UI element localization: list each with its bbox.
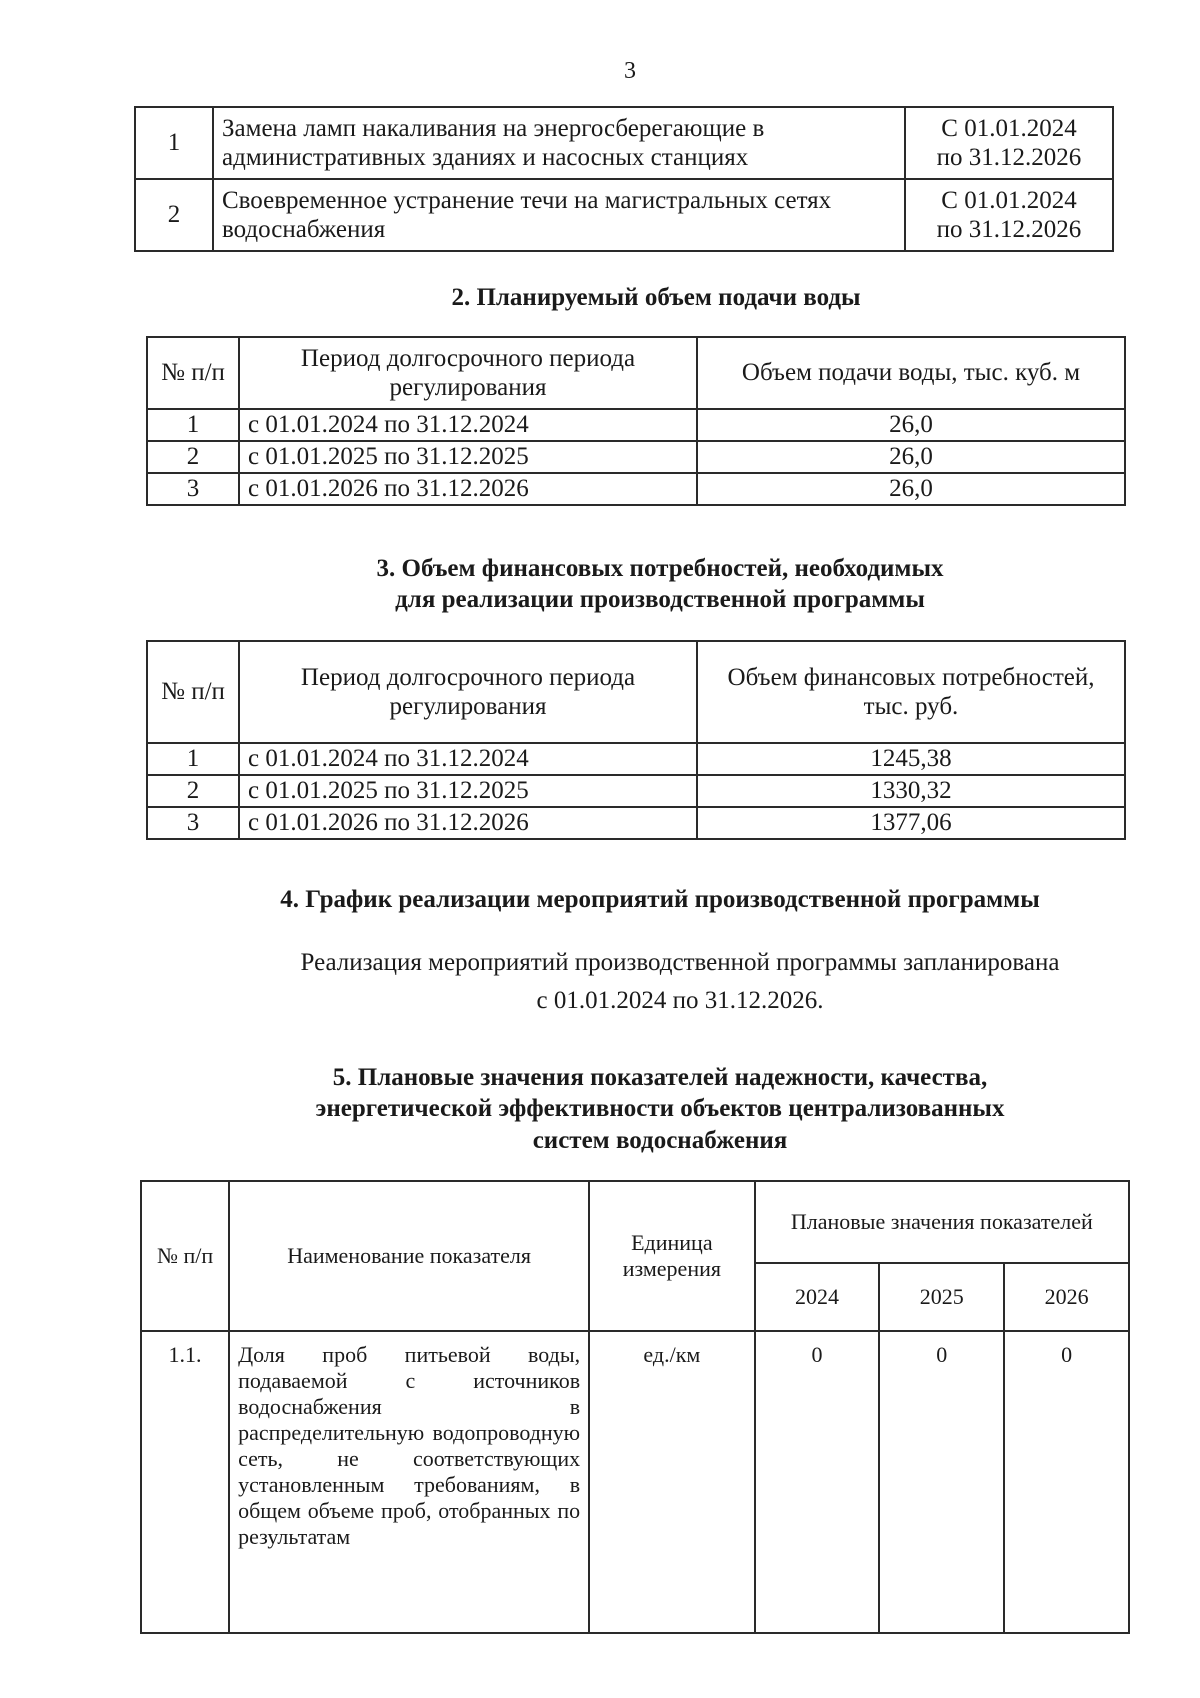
row-period: с 01.01.2024 по 31.12.2024	[239, 743, 697, 775]
row-number: 1.1.	[141, 1331, 229, 1633]
value-2026: 0	[1004, 1331, 1129, 1633]
table-row	[147, 775, 1125, 807]
header-name: Наименование показателя	[229, 1181, 589, 1331]
indicator-name: Доля проб питьевой воды, подаваемой с источников водоснабжения в распределительную водопроводную сеть, не соответствующих установленным требованиям, в общем объеме проб, отобранных по результатам	[229, 1331, 589, 1633]
table-row	[135, 107, 1113, 179]
row-period: с 01.01.2025 по 31.12.2025	[239, 441, 697, 473]
section-5-title	[60, 1062, 1200, 1156]
measures-table	[134, 106, 1114, 252]
section-3-title-line-1: 3. Объем финансовых потребностей, необходимых	[376, 555, 944, 582]
indicator-unit: ед./км	[589, 1331, 754, 1633]
row-period: с 01.01.2024 по 31.12.2024	[239, 409, 697, 441]
section-4-title: 4. График реализации мероприятий производственной программы	[280, 886, 1040, 913]
section-5-title-line-2: энергетической эффективности объектов централизованных	[315, 1095, 1005, 1123]
table-row	[147, 409, 1125, 441]
measure-dates	[905, 179, 1113, 251]
row-value: 1330,32	[697, 775, 1125, 807]
header-plan: Плановые значения показателей	[755, 1181, 1129, 1263]
header-value: Объем подачи воды, тыс. куб. м	[697, 337, 1125, 409]
header-num: № п/п	[147, 337, 239, 409]
section-2-title: 2. Планируемый объем подачи воды	[451, 284, 861, 311]
measure-dates	[905, 107, 1113, 179]
measure-text: Своевременное устранение течи на магистральных сетях водоснабжения	[213, 179, 905, 251]
header-num: № п/п	[141, 1181, 229, 1331]
header-value: Объем финансовых потребностей, тыс. руб.	[697, 641, 1125, 743]
header-year-2025: 2025	[879, 1263, 1004, 1331]
table-header-row	[141, 1181, 1129, 1263]
header-year-2024: 2024	[755, 1263, 880, 1331]
table-row	[147, 473, 1125, 505]
section-5-title-line-3: систем водоснабжения	[532, 1126, 788, 1154]
table-header-row	[147, 641, 1125, 743]
financial-needs-table	[146, 640, 1126, 840]
row-period: с 01.01.2025 по 31.12.2025	[239, 775, 697, 807]
date-to: по 31.12.2026	[936, 216, 1082, 243]
header-num: № п/п	[147, 641, 239, 743]
row-number: 2	[135, 179, 213, 251]
table-row	[147, 743, 1125, 775]
row-value: 26,0	[697, 441, 1125, 473]
section-4-text-line-1: Реализация мероприятий производственной программы запланирована	[300, 949, 1060, 976]
date-from: С 01.01.2024	[941, 114, 1077, 142]
value-2025: 0	[879, 1331, 1004, 1633]
row-number: 3	[147, 473, 239, 505]
page-number: 3	[624, 58, 636, 84]
section-4-text	[230, 944, 1130, 1019]
row-number: 1	[147, 743, 239, 775]
row-period: с 01.01.2026 по 31.12.2026	[239, 473, 697, 505]
row-value: 26,0	[697, 409, 1125, 441]
row-value: 26,0	[697, 473, 1125, 505]
table-row	[147, 807, 1125, 839]
row-value: 1377,06	[697, 807, 1125, 839]
value-2024: 0	[755, 1331, 880, 1633]
row-number: 2	[147, 441, 239, 473]
date-from: С 01.01.2024	[941, 186, 1077, 214]
row-number: 1	[135, 107, 213, 179]
section-3-title-line-2: для реализации производственной программы	[395, 586, 925, 614]
table-header-row	[147, 337, 1125, 409]
row-value: 1245,38	[697, 743, 1125, 775]
water-supply-table	[146, 336, 1126, 506]
header-unit: Единица измерения	[589, 1181, 754, 1331]
row-number: 1	[147, 409, 239, 441]
header-period: Период долгосрочного периода регулирования	[239, 641, 697, 743]
row-number: 2	[147, 775, 239, 807]
section-3-title	[60, 553, 1200, 616]
indicators-table	[140, 1180, 1130, 1634]
table-row	[147, 441, 1125, 473]
row-period: с 01.01.2026 по 31.12.2026	[239, 807, 697, 839]
section-5-title-line-1: 5. Плановые значения показателей надежности, качества,	[332, 1064, 988, 1091]
header-year-2026: 2026	[1004, 1263, 1129, 1331]
header-period: Период долгосрочного периода регулирования	[239, 337, 697, 409]
date-to: по 31.12.2026	[936, 144, 1082, 171]
row-number: 3	[147, 807, 239, 839]
table-row	[135, 179, 1113, 251]
measure-text: Замена ламп накаливания на энергосберегающие в административных зданиях и насосных станциях	[213, 107, 905, 179]
section-4-text-line-2: с 01.01.2024 по 31.12.2026.	[536, 986, 824, 1014]
table-row	[141, 1331, 1129, 1633]
